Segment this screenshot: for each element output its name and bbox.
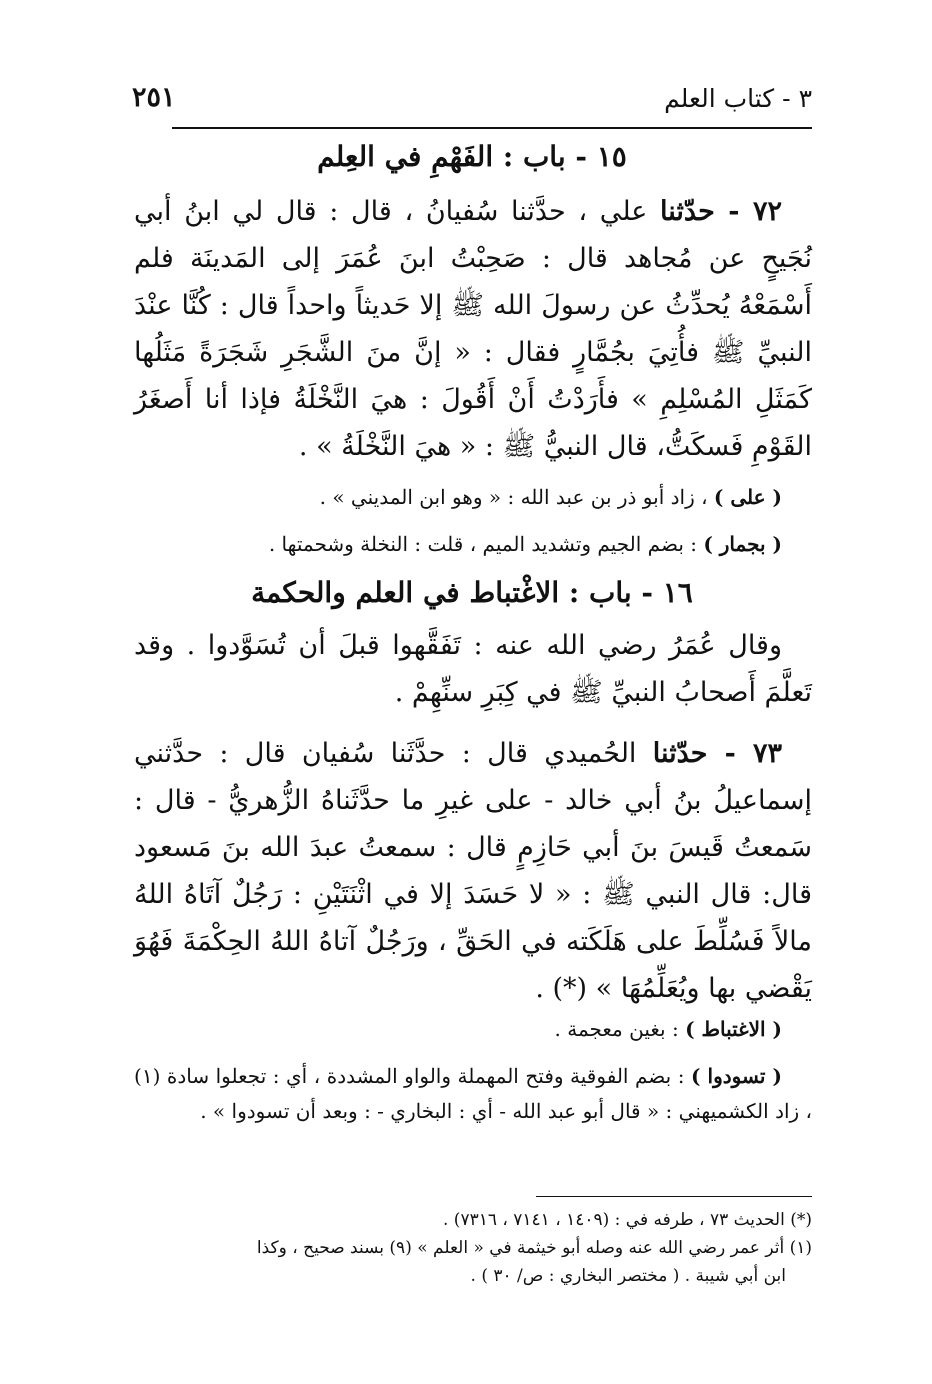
hadith-73-text: الحُميدي قال : حدَّثَنا سُفيان قال : حدَّثني إسماعيلُ بنُ أبي خالد - على غيرِ ما حدَّثَناهُ الزُّهريُّ - قال : سَمعتُ قَيسَ بنَ أبي حَازِمٍ قال : سمعتُ عبدَ الله بنَ مَسعود قال: قال النبي ﷺ : « لا حَسَدَ إلا في اثْنَتَيْنِ : رَجُلٌ آتَاهُ اللهُ مالاً فَسُلِّطَ على هَلَكَته في الحَقِّ ، ورَجُلٌ آتاهُ اللهُ الحِكْمَةَ فَهُوَ يَقْضي بها ويُعَلِّمُهَا » (*) .: [134, 738, 812, 1004]
section-16-intro-text: وقال عُمَرُ رضي الله عنه : تَفَقَّهوا قبلَ أن تُسَوَّدوا . وقد تَعلَّمَ أَصحابُ النبيِّ ﷺ في كِبَرِ سنِّهِمْ .: [134, 630, 812, 708]
footnote-2: [134, 1234, 812, 1290]
footnotes: [134, 1206, 812, 1290]
section-16-heading: ١٦ - باب : الاغْتباط في العلم والحكمة: [251, 576, 693, 609]
note-73-text-1: : بغين معجمة .: [554, 1017, 686, 1041]
footnote-rule: [536, 1196, 812, 1197]
footnote-2-line-1: (١) أثر عمر رضي الله عنه وصله أبو خيثمة في « العلم » (٩) بسند صحيح ، وكذا: [256, 1238, 812, 1258]
page-header: [132, 78, 812, 122]
section-16-intro: [134, 622, 812, 716]
notes-73: [134, 1012, 812, 1129]
section-15-heading: ١٥ - باب : الفَهْمِ في العِلم: [317, 140, 627, 173]
chapter-title: ٣ - كتاب العلم: [664, 84, 812, 113]
hadith-72-number: ٧٢ - حدّثنا: [660, 196, 783, 227]
footnote-2-line-2: ابن أبي شيبة . ( مختصر البخاري : ص/ ٣٠ ) .: [470, 1266, 786, 1286]
hadith-73: [134, 730, 812, 1012]
header-rule: [172, 127, 812, 129]
note-73-term-1: ( الاغتباط ): [685, 1017, 782, 1041]
page-number: ٢٥١: [132, 82, 176, 113]
note-72-term-1: ( على ): [713, 485, 782, 509]
notes-72: [134, 480, 812, 562]
hadith-73-number: ٧٣ - حدّثنا: [652, 738, 782, 769]
note-73-text-2: : بضم الفوقية وفتح المهملة والواو المشددة ، أي : تجعلوا سادة (١) ، زاد الكشميهني : « قال أبو عبد الله - أي : البخاري - : وبعد أن تسودوا » .: [134, 1064, 812, 1123]
hadith-72-text: علي ، حدَّثنا سُفيانُ ، قال : قال لي ابنُ أبي نُجَيحٍ عن مُجاهد قال : صَحِبْتُ ابنَ عُمَرَ إلى المَدينَة فلم أَسْمَعْهُ يُحدِّثُ عن رسولَ الله ﷺ إلا حَديثاً واحداً قال : كُنَّا عنْدَ النبيِّ ﷺ فأُتِيَ بجُمَّارٍ فقال : « إنَّ منَ الشَّجَرِ شَجَرَةً مَثَلُها كَمَثَلِ المُسْلِمِ » فأَرَدْتُ أَنْ أَقُولَ : هيَ النَّخْلَةُ فإذا أنا أَصغَرُ القَوْمِ فَسكَتُّ، قال النبيُّ ﷺ : « هيَ النَّخْلَةُ » .: [134, 196, 812, 462]
note-72-text-1: ، زاد أبو ذر بن عبد الله : « وهو ابن المديني » .: [319, 485, 714, 509]
note-73-term-2: ( تسودوا ): [690, 1064, 782, 1088]
note-72-term-2: ( بجمار ): [703, 532, 782, 556]
note-72-text-2: : بضم الجيم وتشديد الميم ، قلت : النخلة وشحمتها .: [268, 532, 704, 556]
hadith-72: [134, 188, 812, 470]
footnote-1: (*) الحديث ٧٣ ، طرفه في : (١٤٠٩ ، ٧١٤١ ، ٧٣١٦) .: [442, 1210, 812, 1230]
